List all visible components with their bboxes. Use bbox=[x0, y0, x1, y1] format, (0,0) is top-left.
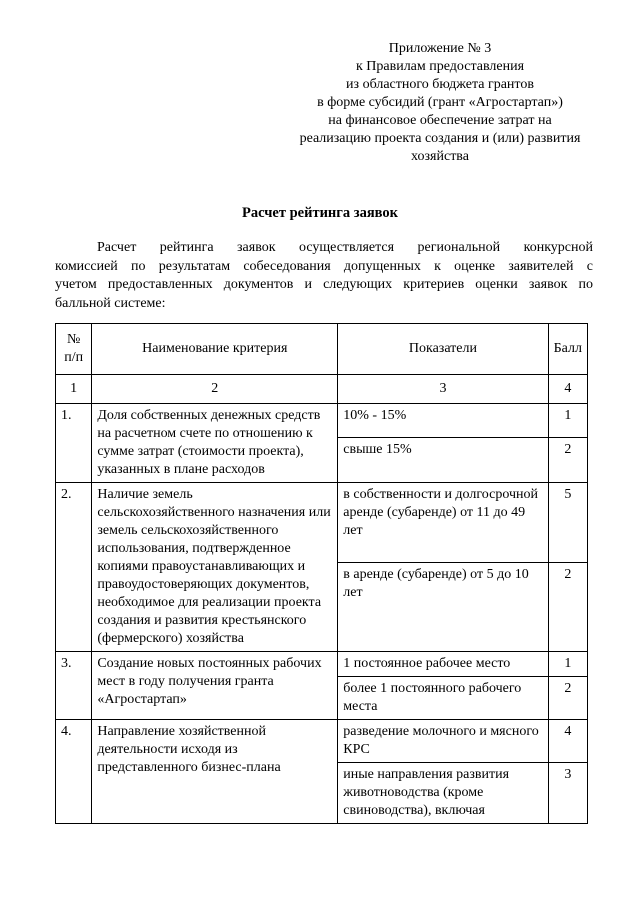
row-number: 4. bbox=[56, 720, 92, 824]
table-row bbox=[56, 483, 588, 563]
appendix-line: из областного бюджета грантов bbox=[346, 77, 534, 92]
indicator-points: 2 bbox=[548, 438, 587, 483]
intro-line: балльной системе: bbox=[55, 295, 166, 311]
criterion-name: Создание новых постоянных рабочих мест в году получения гранта «Агростартап» bbox=[92, 652, 338, 720]
indicator-points: 1 bbox=[548, 652, 587, 677]
indicator-text: 10% - 15% bbox=[338, 404, 548, 438]
document-title: Расчет рейтинга заявок bbox=[241, 205, 399, 221]
indicator-text: 1 постоянное рабочее место bbox=[338, 652, 548, 677]
criterion-name: Доля собственных денежных средств на расчетном счете по отношению к сумме затрат (стоимости проекта), указанных в плане расходов bbox=[92, 404, 338, 483]
indicator-text: разведение молочного и мясного КРС bbox=[338, 720, 548, 763]
header-points: Балл bbox=[548, 324, 587, 375]
intro-line: учетом предоставленных документов и следующих критериев оценки заявок по bbox=[55, 277, 593, 292]
table-header-row bbox=[56, 324, 588, 375]
index-cell: 3 bbox=[338, 375, 548, 404]
header-criterion: Наименование критерия bbox=[92, 324, 338, 375]
appendix-line: в форме субсидий (грант «Агростартап») bbox=[317, 95, 563, 110]
criteria-table bbox=[55, 323, 588, 824]
appendix-line: Приложение № 3 bbox=[388, 41, 492, 56]
header-indicators: Показатели bbox=[338, 324, 548, 375]
row-number: 3. bbox=[56, 652, 92, 720]
indicator-points: 4 bbox=[548, 720, 587, 763]
appendix-line: к Правилам предоставления bbox=[355, 59, 525, 74]
criterion-name: Наличие земель сельскохозяйственного назначения или земель сельскохозяйственного использования, подтвержденное копиями правоустанавливающих и правоудостоверяющих документов, необходимое для реализации проекта создания и развития крестьянского (фермерского) хозяйства bbox=[92, 483, 338, 652]
indicator-text: более 1 постоянного рабочего места bbox=[338, 677, 548, 720]
table-row bbox=[56, 652, 588, 677]
appendix-block bbox=[280, 40, 600, 166]
row-number: 2. bbox=[56, 483, 92, 652]
indicator-text: свыше 15% bbox=[338, 438, 548, 483]
index-cell: 2 bbox=[92, 375, 338, 404]
appendix-line: на финансовое обеспечение затрат на bbox=[328, 113, 552, 128]
intro-line: Расчет рейтинга заявок осуществляется региональной конкурсной bbox=[97, 240, 593, 255]
index-cell: 4 bbox=[548, 375, 587, 404]
indicator-text: в собственности и долгосрочной аренде (субаренде) от 11 до 49 лет bbox=[338, 483, 548, 563]
indicator-points: 5 bbox=[548, 483, 587, 563]
table-row bbox=[56, 404, 588, 438]
indicator-points: 1 bbox=[548, 404, 587, 438]
header-number: № п/п bbox=[56, 324, 92, 375]
table-row bbox=[56, 720, 588, 763]
indicator-text: иные направления развития животноводства (кроме свиноводства), включая bbox=[338, 763, 548, 824]
indicator-text: в аренде (субаренде) от 5 до 10 лет bbox=[338, 563, 548, 652]
row-number: 1. bbox=[56, 404, 92, 483]
indicator-points: 2 bbox=[548, 563, 587, 652]
criterion-name: Направление хозяйственной деятельности исходя из представленного бизнес-плана bbox=[92, 720, 338, 824]
appendix-line: реализацию проекта создания и (или) развития bbox=[299, 131, 581, 146]
indicator-points: 3 bbox=[548, 763, 587, 824]
intro-paragraph bbox=[55, 239, 593, 313]
intro-line: комиссией по результатам собеседования допущенных к оценке заявителей с bbox=[55, 258, 593, 274]
indicator-points: 2 bbox=[548, 677, 587, 720]
table-index-row bbox=[56, 375, 588, 404]
index-cell: 1 bbox=[56, 375, 92, 404]
appendix-line: хозяйства bbox=[411, 149, 469, 164]
